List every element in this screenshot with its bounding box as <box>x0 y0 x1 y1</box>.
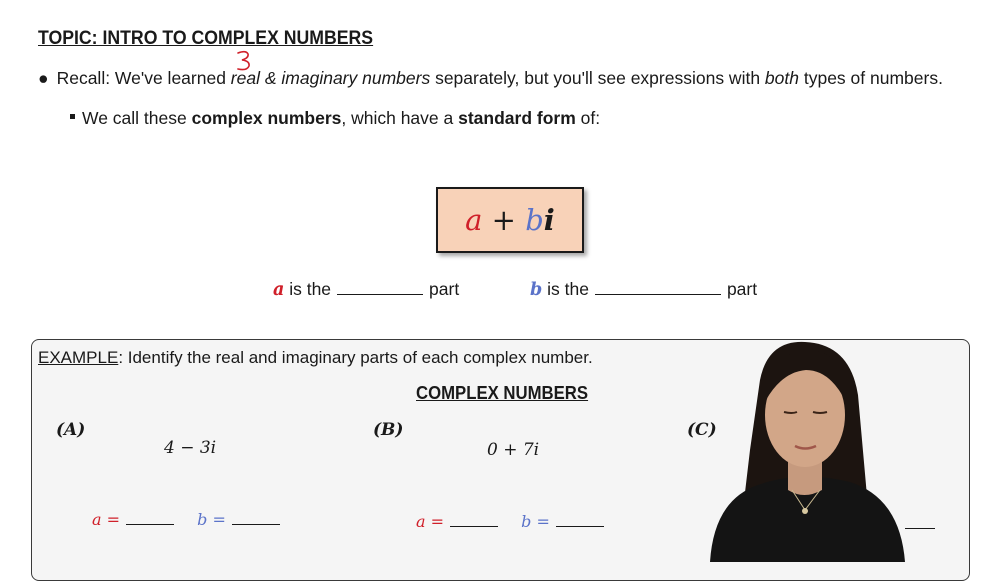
topic-heading: TOPIC: INTRO TO COMPLEX NUMBERS <box>38 28 374 49</box>
problem-c-label: (C) <box>687 420 717 440</box>
example-title <box>38 348 593 368</box>
recall-lead: Recall: We've learned <box>56 68 231 88</box>
b-variable: b <box>530 280 543 300</box>
bullet-dot: ● <box>38 68 49 88</box>
sub-tail: of: <box>575 108 601 128</box>
problem-a-b-eq: b = <box>197 510 226 529</box>
square-bullet <box>70 114 75 119</box>
a-variable: a <box>273 280 285 300</box>
problem-b-label: (B) <box>373 420 404 440</box>
sub-mid: , which have a <box>341 108 459 128</box>
recall-amp: & <box>259 68 282 88</box>
complex-numbers-heading: COMPLEX NUMBERS <box>416 383 589 403</box>
handwritten-annotation <box>234 49 254 78</box>
b-part-line <box>530 279 757 300</box>
recall-line <box>38 68 943 89</box>
handwritten-3-mark <box>234 49 254 73</box>
problem-b-a-blank[interactable] <box>450 512 498 527</box>
a-part-line <box>273 279 459 300</box>
a-text: is the <box>284 279 332 299</box>
problem-b-b-blank[interactable] <box>556 512 604 527</box>
problem-b-a-eq: a = <box>416 512 445 531</box>
sub-complex: complex numbers <box>191 108 342 128</box>
sub-bullet-line <box>70 108 600 129</box>
example-label: EXAMPLE <box>38 348 119 367</box>
b-tail: part <box>726 279 758 299</box>
formula-a: a <box>465 203 483 237</box>
formula-i: i <box>543 203 555 237</box>
problem-b-b-eq: b = <box>521 512 550 531</box>
recall-real: real <box>230 68 260 88</box>
problem-a-a-eq: a = <box>92 510 121 529</box>
problem-a-label: (A) <box>56 420 86 440</box>
standard-form-box <box>436 187 584 253</box>
a-tail: part <box>429 279 460 299</box>
formula-b: b <box>525 203 544 237</box>
recall-mid: separately, but you'll see expressions with <box>430 68 765 88</box>
problem-a-b-blank[interactable] <box>232 510 280 525</box>
sub-standard: standard form <box>458 108 576 128</box>
problem-b-number: 0 + 7i <box>487 440 540 460</box>
b-text: is the <box>542 279 589 299</box>
presenter-video <box>700 340 910 567</box>
sub-lead: We call these <box>82 108 192 128</box>
problem-b-answers <box>416 512 610 531</box>
recall-tail: types of numbers. <box>798 68 943 88</box>
recall-imaginary: imaginary numbers <box>281 68 431 88</box>
presenter-figure <box>700 340 910 562</box>
b-answer-blank[interactable] <box>595 280 721 295</box>
formula-plus: + <box>482 203 526 237</box>
a-answer-blank[interactable] <box>337 280 423 295</box>
problem-a-number: 4 − 3i <box>164 438 217 458</box>
problem-a-a-blank[interactable] <box>126 510 174 525</box>
recall-both: both <box>764 68 799 88</box>
example-text: : Identify the real and imaginary parts of each complex number. <box>118 348 593 367</box>
problem-a-answers <box>92 510 286 529</box>
